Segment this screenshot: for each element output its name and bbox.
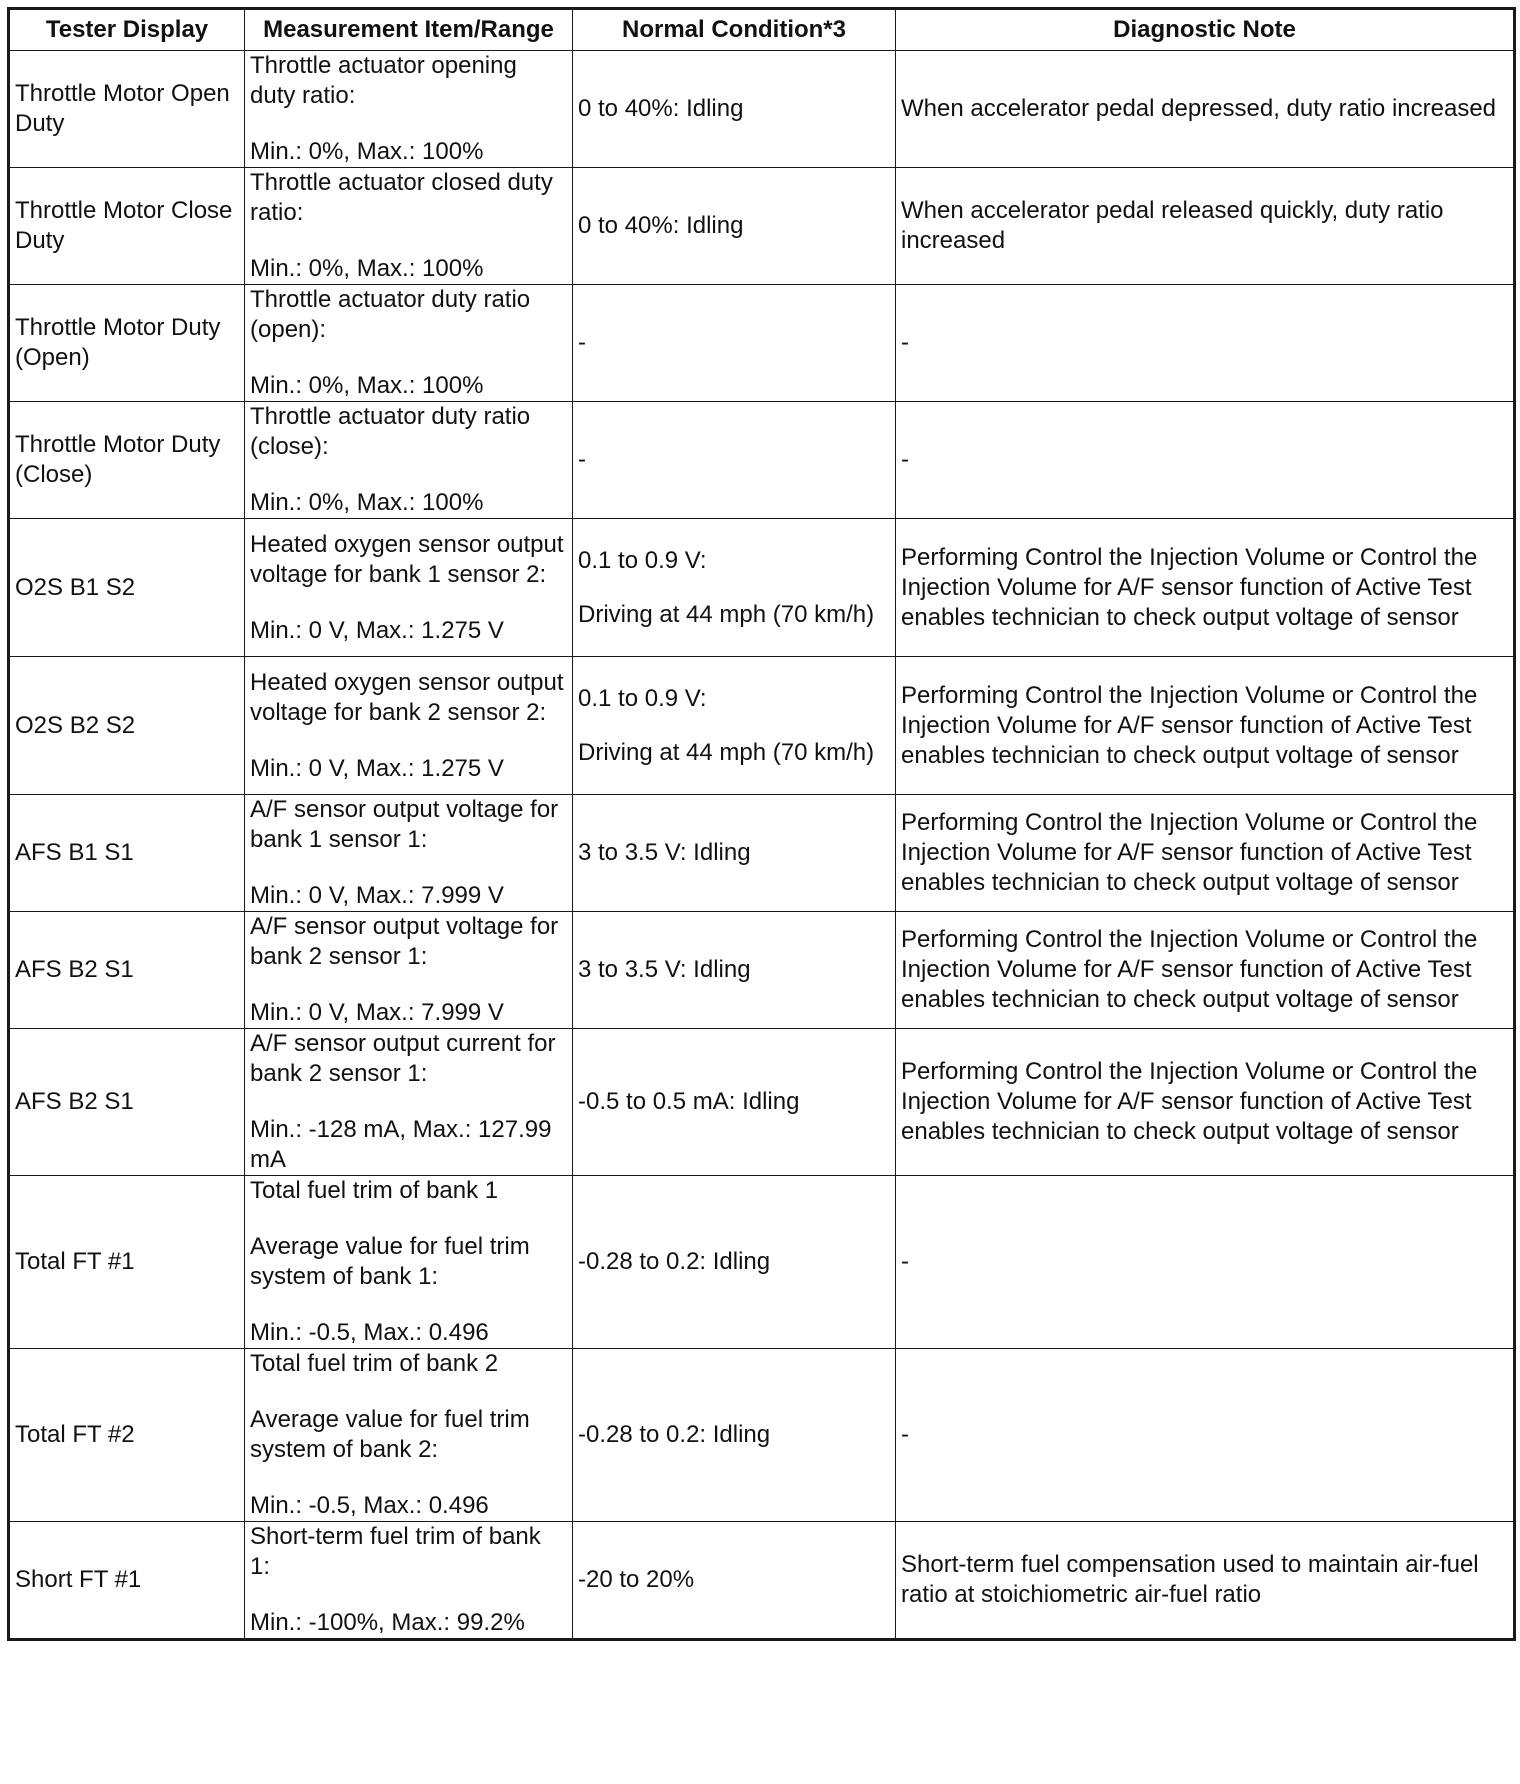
normal-condition-text: - (578, 329, 586, 356)
tester-display-text: Throttle Motor Duty (Open) (15, 314, 221, 371)
diagnostic-note-cell (896, 795, 1515, 912)
normal-condition-cell (573, 912, 896, 1029)
diagnostic-note-cell (896, 285, 1515, 402)
header-row (9, 9, 1515, 51)
normal-condition-cell (573, 657, 896, 795)
diagnostic-note-cell (896, 657, 1515, 795)
diagnostic-note-text: When accelerator pedal released quickly, duty ratio increased (901, 197, 1444, 254)
tester-display-text: AFS B2 S1 (15, 1088, 134, 1115)
normal-condition-text: Driving at 44 mph (70 km/h) (578, 600, 875, 628)
table-row (9, 51, 1515, 168)
table-row (9, 1176, 1515, 1349)
measurement-text: Average value for fuel trim system of bank 2: (250, 1406, 530, 1463)
diagnostic-note-cell (896, 1029, 1515, 1176)
measurement-text: Min.: -100%, Max.: 99.2% (250, 1609, 525, 1636)
diagnostic-note-text: Short-term fuel compensation used to maintain air-fuel ratio at stoichiometric air-fuel ratio (901, 1551, 1479, 1608)
measurement-cell (245, 912, 573, 1029)
diagnostic-note-cell (896, 1349, 1515, 1522)
measurement-cell (245, 795, 573, 912)
normal-condition-cell (573, 795, 896, 912)
normal-condition-text: -0.28 to 0.2: Idling (578, 1421, 771, 1448)
tester-display-cell (9, 657, 245, 795)
header-measurement-item: Measurement Item/Range (245, 9, 573, 51)
header-diagnostic-note: Diagnostic Note (896, 9, 1515, 51)
normal-condition-text: -0.5 to 0.5 mA: Idling (578, 1088, 800, 1115)
normal-condition-text: 3 to 3.5 V: Idling (578, 839, 751, 866)
diagnostic-note-cell (896, 1176, 1515, 1349)
measurement-text: Short-term fuel trim of bank 1: (250, 1523, 541, 1580)
tester-display-cell (9, 51, 245, 168)
normal-condition-text: 0 to 40%: Idling (578, 212, 744, 239)
measurement-text: Min.: 0 V, Max.: 7.999 V (250, 999, 504, 1026)
measurement-text: Average value for fuel trim system of bank 1: (250, 1233, 530, 1290)
measurement-cell (245, 285, 573, 402)
tester-display-cell (9, 1176, 245, 1349)
measurement-text: Throttle actuator opening duty ratio: (250, 52, 517, 109)
header-normal-condition: Normal Condition*3 (573, 9, 896, 51)
tester-display-text: AFS B1 S1 (15, 839, 134, 866)
measurement-text: Throttle actuator duty ratio (open): (250, 286, 531, 343)
measurement-text: A/F sensor output current for bank 2 sensor 1: (250, 1030, 556, 1087)
diagnostic-note-cell (896, 912, 1515, 1029)
table-row (9, 1029, 1515, 1176)
tester-display-text: Total FT #1 (15, 1248, 135, 1275)
diagnostic-note-cell (896, 51, 1515, 168)
measurement-text: Min.: -0.5, Max.: 0.496 (250, 1492, 489, 1519)
measurement-text: Throttle actuator duty ratio (close): (250, 403, 531, 460)
normal-condition-cell (573, 1176, 896, 1349)
tester-display-text: Short FT #1 (15, 1566, 142, 1593)
measurement-cell (245, 51, 573, 168)
measurement-cell (245, 1029, 573, 1176)
normal-condition-cell (573, 285, 896, 402)
tester-display-text: O2S B2 S2 (15, 711, 136, 739)
normal-condition-text: 0 to 40%: Idling (578, 95, 744, 122)
tester-display-cell (9, 795, 245, 912)
measurement-cell (245, 519, 573, 657)
table-wrapper (7, 7, 1513, 1641)
table-row (9, 519, 1515, 657)
tester-display-cell (9, 285, 245, 402)
diagnostic-note-text: Performing Control the Injection Volume or Control the Injection Volume for A/F sensor function of Active Test enables technician to check output voltage of sensor (901, 1058, 1478, 1145)
table-row (9, 1349, 1515, 1522)
tester-display-text: O2S B1 S2 (15, 573, 136, 601)
normal-condition-text: 0.1 to 0.9 V: (578, 684, 707, 712)
measurement-cell (245, 657, 573, 795)
measurement-text: Min.: 0%, Max.: 100% (250, 138, 484, 165)
header-tester-display: Tester Display (9, 9, 245, 51)
measurement-cell (245, 1349, 573, 1522)
normal-condition-text: 3 to 3.5 V: Idling (578, 956, 751, 983)
diagnostic-note-text: Performing Control the Injection Volume or Control the Injection Volume for A/F sensor function of Active Test enables technician to check output voltage of sensor (901, 926, 1478, 1013)
normal-condition-text: 0.1 to 0.9 V: (578, 546, 707, 574)
measurement-text: Min.: 0 V, Max.: 1.275 V (250, 616, 504, 644)
table-row (9, 1522, 1515, 1640)
diagnostic-note-cell (896, 1522, 1515, 1640)
measurement-text: Min.: -0.5, Max.: 0.496 (250, 1319, 489, 1346)
diagnostic-note-text: Performing Control the Injection Volume or Control the Injection Volume for A/F sensor function of Active Test enables technician to check output voltage of sensor (901, 681, 1478, 769)
tester-display-text: Throttle Motor Open Duty (15, 80, 230, 137)
measurement-text: A/F sensor output voltage for bank 1 sensor 1: (250, 796, 559, 853)
measurement-text: Heated oxygen sensor output voltage for bank 1 sensor 2: (250, 530, 564, 588)
measurement-text: A/F sensor output voltage for bank 2 sensor 1: (250, 913, 559, 970)
diagnostic-note-text: - (901, 1248, 909, 1275)
tester-display-cell (9, 912, 245, 1029)
table-row (9, 285, 1515, 402)
table-row (9, 912, 1515, 1029)
measurement-text: Heated oxygen sensor output voltage for bank 2 sensor 2: (250, 668, 564, 726)
tester-display-cell (9, 402, 245, 519)
measurement-text: Min.: 0 V, Max.: 7.999 V (250, 882, 504, 909)
diagnostic-note-text: - (901, 329, 909, 356)
normal-condition-text: - (578, 446, 586, 473)
diagnostic-note-cell (896, 519, 1515, 657)
tester-display-cell (9, 519, 245, 657)
diagnostic-note-cell (896, 402, 1515, 519)
normal-condition-text: Driving at 44 mph (70 km/h) (578, 738, 875, 766)
measurement-text: Total fuel trim of bank 2 (250, 1350, 499, 1377)
table-body (9, 51, 1515, 1640)
measurement-text: Min.: 0%, Max.: 100% (250, 372, 484, 399)
diagnostic-note-text: Performing Control the Injection Volume or Control the Injection Volume for A/F sensor function of Active Test enables technician to check output voltage of sensor (901, 809, 1478, 896)
normal-condition-cell (573, 1349, 896, 1522)
normal-condition-text: -20 to 20% (578, 1566, 695, 1593)
tester-display-cell (9, 1029, 245, 1176)
diagnostic-note-text: - (901, 446, 909, 473)
measurement-text: Min.: 0%, Max.: 100% (250, 255, 484, 282)
tester-display-cell (9, 1522, 245, 1640)
normal-condition-text: -0.28 to 0.2: Idling (578, 1248, 771, 1275)
normal-condition-cell (573, 1522, 896, 1640)
measurement-cell (245, 402, 573, 519)
normal-condition-cell (573, 402, 896, 519)
table-row (9, 168, 1515, 285)
measurement-cell (245, 1522, 573, 1640)
normal-condition-cell (573, 51, 896, 168)
measurement-text: Total fuel trim of bank 1 (250, 1177, 499, 1204)
measurement-cell (245, 168, 573, 285)
measurement-cell (245, 1176, 573, 1349)
diagnostic-note-text: Performing Control the Injection Volume or Control the Injection Volume for A/F sensor function of Active Test enables technician to check output voltage of sensor (901, 543, 1478, 631)
normal-condition-cell (573, 1029, 896, 1176)
measurement-text: Min.: 0%, Max.: 100% (250, 489, 484, 516)
table-row (9, 402, 1515, 519)
table-row (9, 795, 1515, 912)
tester-display-text: AFS B2 S1 (15, 956, 134, 983)
measurement-text: Min.: 0 V, Max.: 1.275 V (250, 754, 504, 782)
normal-condition-cell (573, 519, 896, 657)
tester-display-text: Total FT #2 (15, 1421, 135, 1448)
tester-data-table (7, 7, 1516, 1641)
tester-display-cell (9, 168, 245, 285)
measurement-text: Min.: -128 mA, Max.: 127.99 mA (250, 1116, 552, 1173)
tester-display-text: Throttle Motor Duty (Close) (15, 431, 221, 488)
diagnostic-note-cell (896, 168, 1515, 285)
tester-display-text: Throttle Motor Close Duty (15, 197, 233, 254)
diagnostic-note-text: - (901, 1421, 909, 1448)
diagnostic-note-text: When accelerator pedal depressed, duty ratio increased (901, 95, 1497, 122)
tester-display-cell (9, 1349, 245, 1522)
normal-condition-cell (573, 168, 896, 285)
measurement-text: Throttle actuator closed duty ratio: (250, 169, 553, 226)
table-row (9, 657, 1515, 795)
